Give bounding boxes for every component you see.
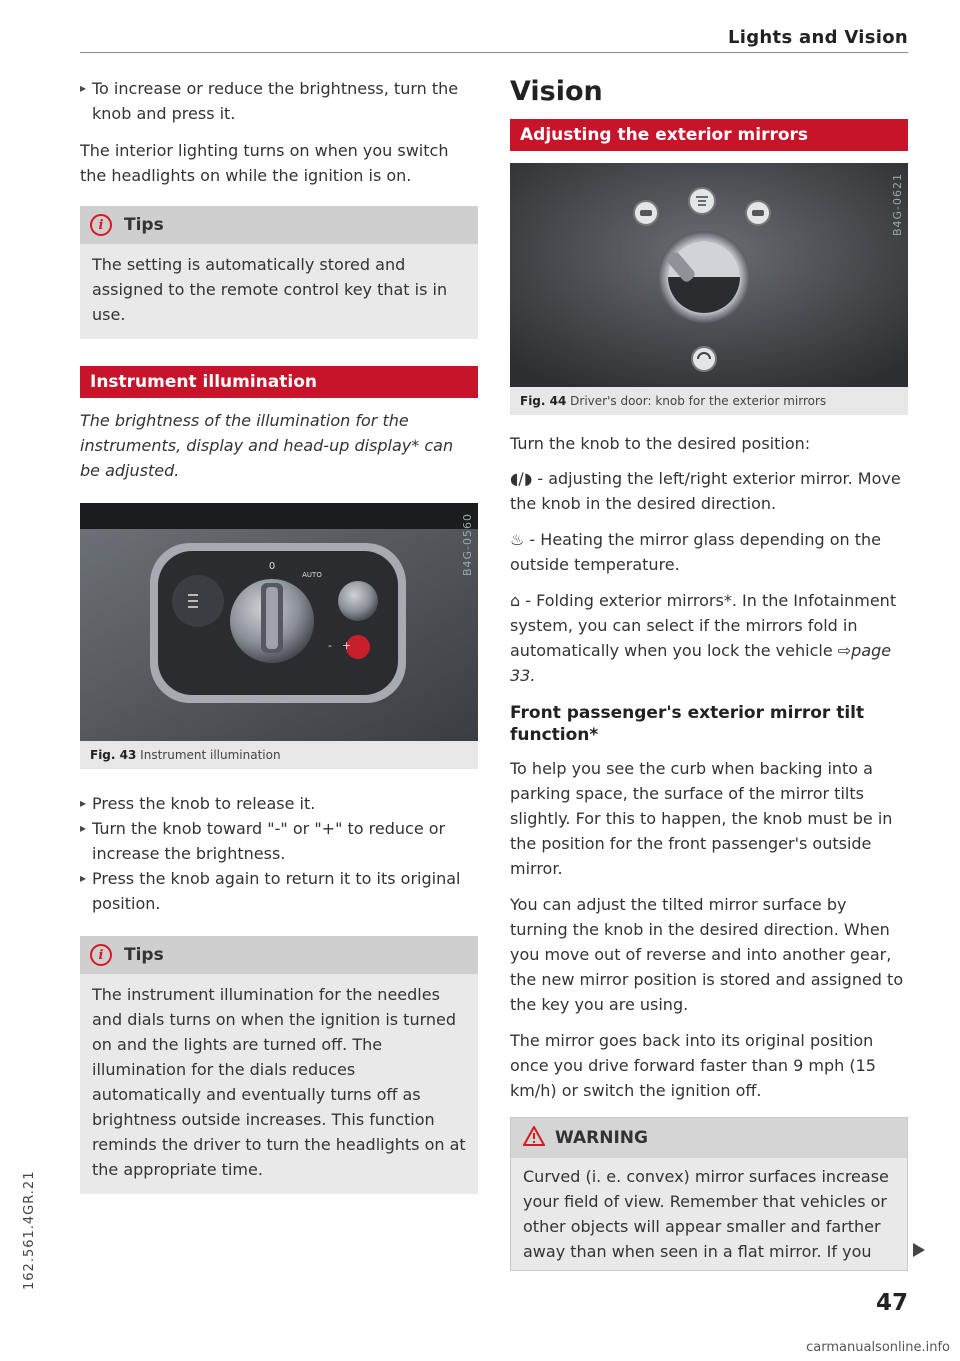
warning-title: WARNING: [555, 1128, 648, 1148]
step-2: ▸ Turn the knob toward "-" or "+" to reduce or increase the brightness.: [80, 816, 478, 866]
page-33-link[interactable]: ⇨page 33.: [510, 641, 892, 685]
figure-43-caption-text: Instrument illumination: [140, 748, 281, 762]
light-switch-panel-illustration: [80, 503, 478, 741]
item-heating-text: - Heating the mirror glass depending on the outside temperature.: [510, 530, 881, 574]
figure-44-image: [510, 163, 908, 387]
figure-44-code: B4G-0621: [891, 173, 904, 237]
instrument-intro: The brightness of the illumination for the instruments, display and head-up display* can be adjusted.: [80, 411, 454, 480]
fig43-label-minus: -: [328, 639, 332, 652]
tips-header-1: [80, 206, 478, 244]
figure-43-image: [80, 503, 478, 741]
bullet-intro: ▸ To increase or reduce the brightness, turn the knob and press it.: [80, 76, 478, 126]
fig43-label-zero: 0: [268, 561, 276, 572]
tips-title-2: Tips: [124, 945, 164, 965]
tips-header-2: [80, 936, 478, 974]
step-1: ▸ Press the knob to release it.: [80, 791, 478, 816]
tips-title-1: Tips: [124, 215, 164, 235]
tips-box-1: [80, 206, 478, 339]
section-header: Lights and Vision: [728, 27, 908, 48]
steps-list: [80, 791, 478, 916]
tips-body-1: The setting is automatically stored and assigned to the remote control key that is in use.: [92, 255, 448, 324]
warning-box: [510, 1117, 908, 1271]
header-rule: [80, 52, 908, 53]
left-right-mirror-icon: ◖/◗: [510, 469, 533, 488]
figure-43-caption: [80, 741, 478, 769]
adjusting-mirrors-heading: Adjusting the exterior mirrors: [510, 119, 908, 151]
step-3: ▸ Press the knob again to return it to its original position.: [80, 866, 478, 916]
tilt-para-1: To help you see the curb when backing into a parking space, the surface of the mirror tilts slightly. For this to happen, the knob must be in the position for the front passenger's outside mirror.: [510, 759, 893, 878]
fig43-label-auto: AUTO: [302, 571, 322, 579]
tilt-para-2: You can adjust the tilted mirror surface by turning the knob in the desired direction. When you move out of reverse and into another gear, the new mirror position is stored and assigned to the key you are using.: [510, 895, 904, 1014]
para-interior-lighting: The interior lighting turns on when you switch the headlights on while the ignition is on.: [80, 141, 449, 185]
item-folding-text: - Folding exterior mirrors*. In the Infotainment system, you can select if the mirrors fold in automatically when you lock the vehicle: [510, 591, 897, 660]
tilt-para-3: The mirror goes back into its original position once you drive forward faster than 9 mph (15 km/h) or switch the ignition off.: [510, 1031, 876, 1100]
mirror-heating-icon: ♨: [510, 530, 525, 549]
item-folding: [510, 588, 908, 688]
continue-arrow-icon: [913, 1243, 925, 1257]
left-column: [80, 76, 478, 1194]
page-number: 47: [875, 1290, 908, 1316]
figure-44-caption: [510, 387, 908, 415]
figure-43-label: Fig. 43: [90, 748, 137, 762]
info-icon: i: [90, 944, 112, 966]
item-adjust-text: - adjusting the left/right exterior mirror. Move the knob in the desired direction.: [510, 469, 901, 513]
right-column: [510, 76, 908, 1271]
mirror-knob-illustration: [510, 163, 908, 387]
figure-44-caption-text: Driver's door: knob for the exterior mirrors: [570, 394, 827, 408]
tips-body-2: The instrument illumination for the needles and dials turns on when the ignition is turned on and the lights are turned off. The illumination for the dials reduces automatically and eventually turns off as brightness outside increases. This function reminds the driver to turn the headlights on at the appropriate time.: [92, 985, 466, 1179]
vision-title: Vision: [510, 76, 603, 107]
item-adjust-mirror: [510, 466, 908, 516]
figure-43-code: B4G-0560: [461, 513, 474, 577]
side-document-code: 162.561.4GR.21: [22, 1170, 37, 1290]
mirror-fold-icon: ⌂: [510, 591, 521, 610]
warning-body: Curved (i. e. convex) mirror surfaces increase your field of view. Remember that vehicles or other objects will appear smaller and farther away than when seen in a flat mirror. If you: [511, 1158, 907, 1270]
warning-header: [511, 1118, 907, 1158]
figure-44-label: Fig. 44: [520, 394, 567, 408]
fig43-label-plus: +: [342, 639, 352, 652]
info-icon: i: [90, 214, 112, 236]
tilt-function-heading: Front passenger's exterior mirror tilt function*: [510, 703, 865, 745]
item-heating: [510, 527, 908, 577]
watermark: carmanualsonline.info: [806, 1340, 950, 1355]
turn-knob-text: Turn the knob to the desired position:: [510, 434, 811, 453]
tips-box-2: [80, 936, 478, 1194]
warning-triangle-icon: [523, 1126, 545, 1151]
instrument-illumination-heading: Instrument illumination: [80, 366, 478, 398]
